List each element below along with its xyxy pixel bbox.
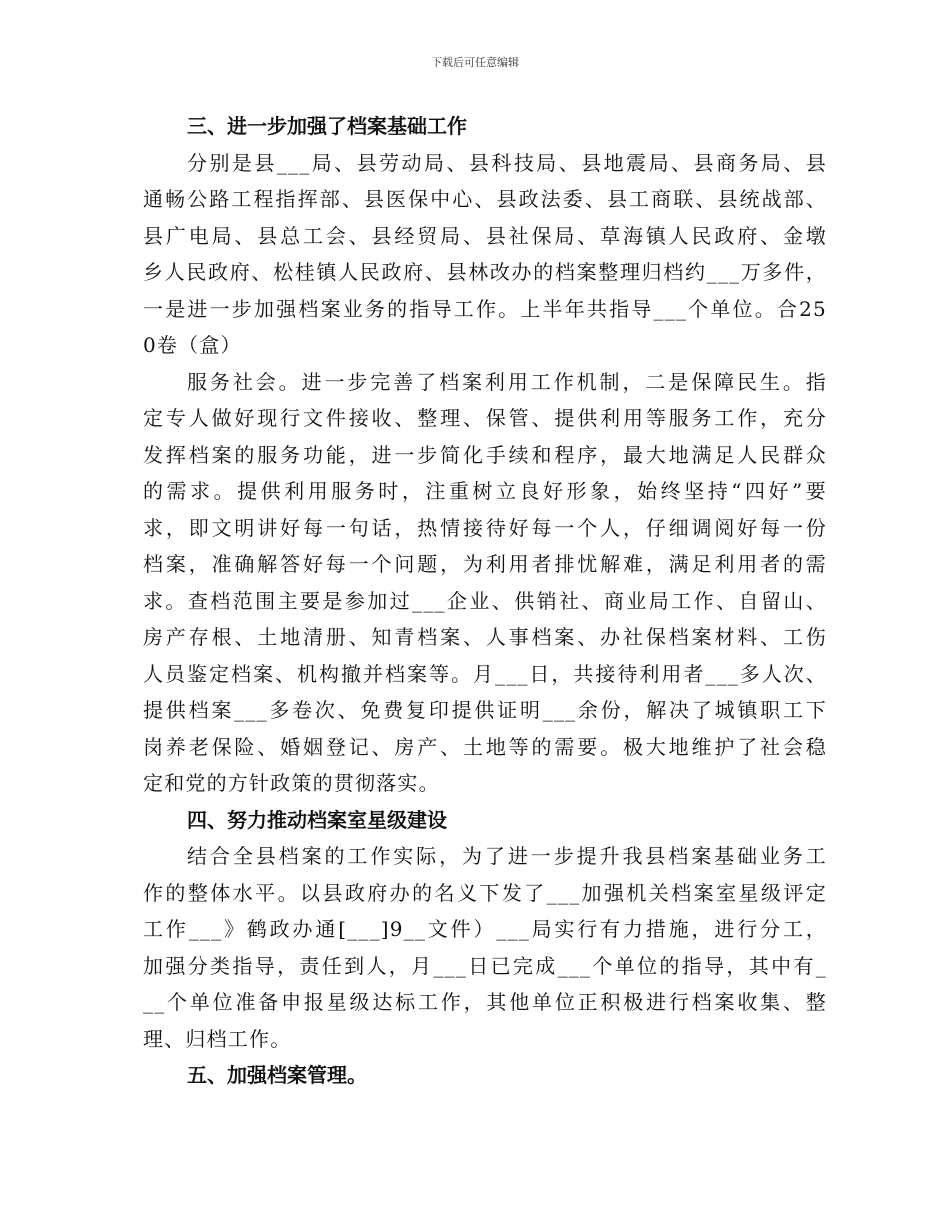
text-line: 求。查档范围主要是参加过___企业、供销社、商业局工作、自留山、 — [143, 588, 827, 613]
text-line: 分别是县___局、县劳动局、县科技局、县地震局、县商务局、县 — [187, 150, 827, 175]
paragraph — [143, 145, 827, 364]
document-body — [143, 108, 827, 1094]
text-line: 结合全县档案的工作实际，为了进一步提升我县档案基础业务工 — [187, 844, 827, 868]
text-line: 县广电局、县总工会、县经贸局、县社保局、草海镇人民政府、金墩 — [143, 223, 827, 248]
text-line: 服务社会。进一步完善了档案利用工作机制，二是保障民生。指 — [187, 369, 827, 394]
text-line: 发挥档案的服务功能，进一步简化手续和程序，最大地满足人民群众 — [143, 442, 827, 467]
text-line: 0卷（盒） — [143, 333, 242, 357]
text-line: 乡人民政府、松桂镇人民政府、县林改办的档案整理归档约___万多件， — [143, 260, 827, 284]
text-line: 求，即文明讲好每一句话，热情接待好每一个人，仔细调阅好每一份 — [143, 515, 827, 540]
section-heading: 五、加强档案管理。 — [187, 1063, 367, 1087]
text-line: 定和党的方针政策的贯彻落实。 — [143, 771, 440, 795]
section-heading: 三、进一步加强了档案基础工作 — [187, 114, 467, 138]
paragraph — [143, 838, 827, 1057]
text-line: 的需求。提供利用服务时，注重树立良好形象，始终坚持“四好”要 — [143, 479, 827, 503]
text-line: 提供档案___多卷次、免费复印提供证明___余份，解决了城镇职工下 — [143, 698, 827, 722]
text-line: 档案，准确解答好每一个问题，为利用者排忧解难，满足利用者的需 — [143, 552, 827, 576]
text-line: 房产存根、土地清册、知青档案、人事档案、办社保档案材料、工伤 — [143, 625, 827, 649]
paragraph — [143, 364, 827, 802]
text-line: 人员鉴定档案、机构撤并档案等。月___日，共接待利用者___多人次、 — [143, 661, 827, 686]
text-line: 作的整体水平。以县政府办的名义下发了___加强机关档案室星级评定 — [143, 880, 827, 905]
text-line: 加强分类指导，责任到人，月___日已完成___个单位的指导，其中有_ — [143, 953, 827, 978]
text-line: 岗养老保险、婚姻登记、房产、土地等的需要。极大地维护了社会稳 — [143, 734, 827, 759]
section-heading: 四、努力推动档案室星级建设 — [187, 807, 447, 832]
text-line: 定专人做好现行文件接收、整理、保管、提供利用等服务工作，充分 — [143, 406, 827, 430]
running-header: 下载后可任意编辑 — [431, 56, 519, 69]
text-line: __个单位准备申报星级达标工作，其他单位正积极进行档案收集、整 — [143, 990, 827, 1014]
text-line: 通畅公路工程指挥部、县医保中心、县政法委、县工商联、县统战部、 — [143, 187, 827, 211]
text-line: 工作___》鹤政办通[___]9__文件）___局实行有力措施，进行分工， — [143, 917, 827, 941]
text-line: 理、归档工作。 — [143, 1026, 292, 1051]
text-line: 一是进一步加强档案业务的指导工作。上半年共指导___个单位。合25 — [143, 296, 827, 321]
